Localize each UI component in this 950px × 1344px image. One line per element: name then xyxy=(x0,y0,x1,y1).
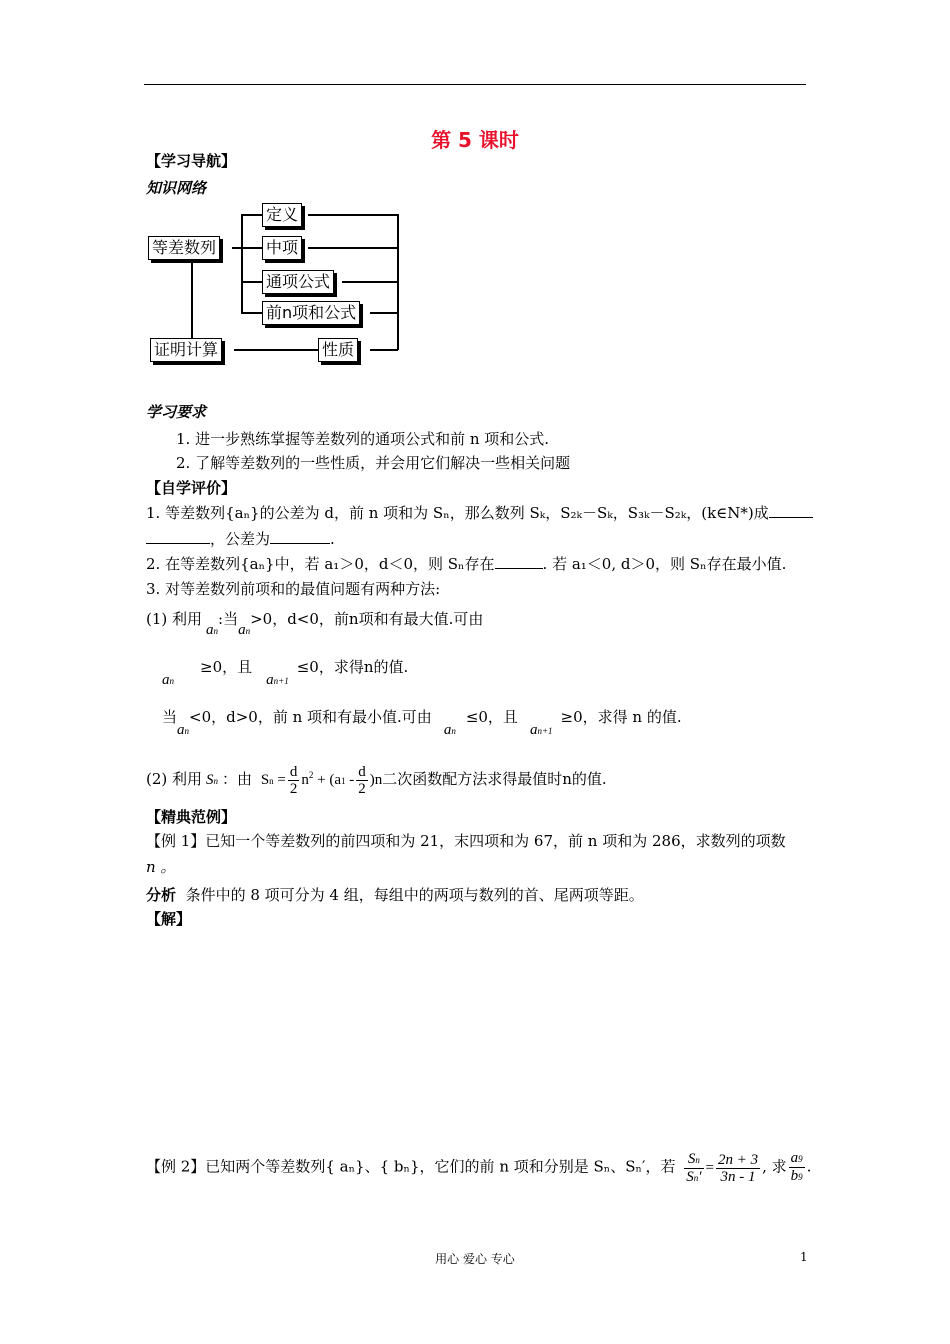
ratio-formula: $\frac{Sn}{Sn'}$ = $\frac{2n + 3}{3n - 1}$ xyxy=(686,1150,759,1185)
a-n-plus-1-symbol: an+1 xyxy=(266,672,289,688)
example-1-line2: n 。 xyxy=(146,858,176,876)
connector-line xyxy=(308,247,398,249)
requirements-heading: 学习要求 xyxy=(146,403,207,421)
question-2-text-a: 2. 在等差数列{aₙ}中，若 a₁＞0，d＜0，则 Sₙ存在 xyxy=(146,555,495,573)
question-1-end: . xyxy=(330,530,335,548)
connector-line xyxy=(397,214,399,350)
a-n-symbol: an xyxy=(443,722,456,738)
section-self-eval: 【自学评价】 xyxy=(146,479,237,497)
example-1-line1: 【例 1】已知一个等差数列的前四项和为 21，末四项和为 67，前 n 项和为 286，求数列的项数 xyxy=(146,832,786,850)
method-1-cond-a: ≥0，且 xyxy=(200,658,253,676)
method-1-label: (1) 利用 xyxy=(146,610,203,628)
method-2-label: (2) 利用 xyxy=(146,769,203,788)
a9-b9-ratio: $\frac{a9}{b9}$ xyxy=(790,1150,803,1184)
connector-line xyxy=(308,214,398,216)
connector-line xyxy=(241,312,262,314)
connector-line xyxy=(234,349,318,351)
diagram-item-definition: 定义 xyxy=(262,203,302,227)
method-1-line1 xyxy=(146,608,484,638)
answer-blank xyxy=(270,529,330,544)
example-2-text: 【例 2】已知两个等差数列{ aₙ}、{ bₙ}，它们的前 n 项和分别是 Sₙ、Sₙ′，若 xyxy=(146,1157,676,1176)
analysis-text: 条件中的 8 项可分为 4 组，每组中的两项与数列的首、尾两项等距。 xyxy=(185,886,644,904)
method-1-when-2: 当 xyxy=(162,708,178,726)
diagram-item-middle-term: 中项 xyxy=(262,236,302,260)
analysis-label: 分析 xyxy=(146,886,177,904)
connector-line xyxy=(370,349,398,351)
requirement-1: 1. 进一步熟练掌握等差数列的通项公式和前 n 项和公式. xyxy=(176,430,550,448)
example-2-line: 【例 2】已知两个等差数列{ aₙ}、{ bₙ}，它们的前 n 项和分别是 Sₙ、Sₙ′，若 $\frac{Sn}{Sn'}$ = $\frac{2n + 3}{3n - 1}$ , 求 $\frac{a9}{b9}$ . xyxy=(146,1150,812,1185)
method-1-min-text: <0，d>0，前 n 项和有最小值.可由 xyxy=(189,708,432,726)
answer-blank xyxy=(495,554,543,569)
method-1-max-text: >0，d<0，前n项和有最大值.可由 xyxy=(250,610,484,628)
connector-line xyxy=(241,247,262,249)
analysis-line xyxy=(146,884,644,905)
method-1-cond-c: ≤0，且 xyxy=(465,708,518,726)
footer-motto: 用心 爱心 专心 xyxy=(435,1252,515,1266)
diagram-property-box: 性质 xyxy=(318,338,358,362)
page-number: 1 xyxy=(800,1250,808,1264)
header-rule xyxy=(144,84,806,85)
diagram-item-general-formula: 通项公式 xyxy=(262,270,334,294)
method-1-cond-b: ≤0，求得n的值. xyxy=(296,658,409,676)
a-n-symbol: an xyxy=(206,622,219,638)
method-1-line3 xyxy=(162,706,682,738)
diagram-proof-box: 证明计算 xyxy=(150,338,222,362)
s-n-symbol: Sn xyxy=(206,771,219,788)
answer-blank xyxy=(146,529,210,544)
connector-line xyxy=(370,312,398,314)
requirement-2: 2. 了解等差数列的一些性质，并会用它们解决一些相关问题 xyxy=(176,454,571,472)
answer-blank xyxy=(769,503,813,518)
a-n-plus-1-symbol: an+1 xyxy=(529,722,553,738)
a-n-symbol: an xyxy=(162,672,174,688)
connector-line xyxy=(241,281,262,283)
diagram-item-sum-formula: 前n项和公式 xyxy=(262,301,360,325)
solution-label: 【解】 xyxy=(146,910,192,928)
method-1-when: :当 xyxy=(218,610,239,628)
knowledge-network-heading: 知识网络 xyxy=(146,179,207,197)
question-1-line2 xyxy=(146,528,335,549)
lesson-title: 第 5 课时 xyxy=(431,128,519,152)
connector-line xyxy=(191,262,193,338)
question-2-text-b: . 若 a₁＜0, d＞0，则 Sₙ存在最小值. xyxy=(542,555,787,573)
question-1-text: 1. 等差数列{aₙ}的公差为 d，前 n 项和为 Sₙ，那么数列 Sₖ，S₂ₖ－Sₖ，S₃ₖ－S₂ₖ，(k∈N*)成 xyxy=(146,504,769,522)
method-1-line2 xyxy=(162,656,409,688)
section-learning-nav: 【学习导航】 xyxy=(146,152,237,170)
method-2-from: ：由 xyxy=(222,769,253,788)
question-1-diff-text: ，公差为 xyxy=(210,530,271,548)
method-1-cond-d: ≥0，求得 n 的值. xyxy=(560,708,682,726)
section-examples: 【精典范例】 xyxy=(146,808,237,826)
a-n-symbol: an xyxy=(238,622,251,638)
question-3: 3. 对等差数列前项和的最值问题有两种方法: xyxy=(146,580,441,598)
question-1-line1 xyxy=(146,502,813,523)
method-2-line xyxy=(146,764,607,797)
sum-formula: Sn = $\frac{d}{2}$ $n^2 + (a1$ - $\frac{d}{2}$ )n xyxy=(260,764,383,797)
diagram-root-box: 等差数列 xyxy=(148,236,220,260)
example-2-ask: , 求 xyxy=(762,1157,787,1176)
a-n-symbol: an xyxy=(177,722,190,738)
question-2 xyxy=(146,553,786,574)
connector-line xyxy=(241,214,262,216)
method-2-text: 二次函数配方法求得最值时n的值. xyxy=(382,769,607,788)
connector-line xyxy=(342,281,398,283)
connector-line xyxy=(241,214,243,313)
